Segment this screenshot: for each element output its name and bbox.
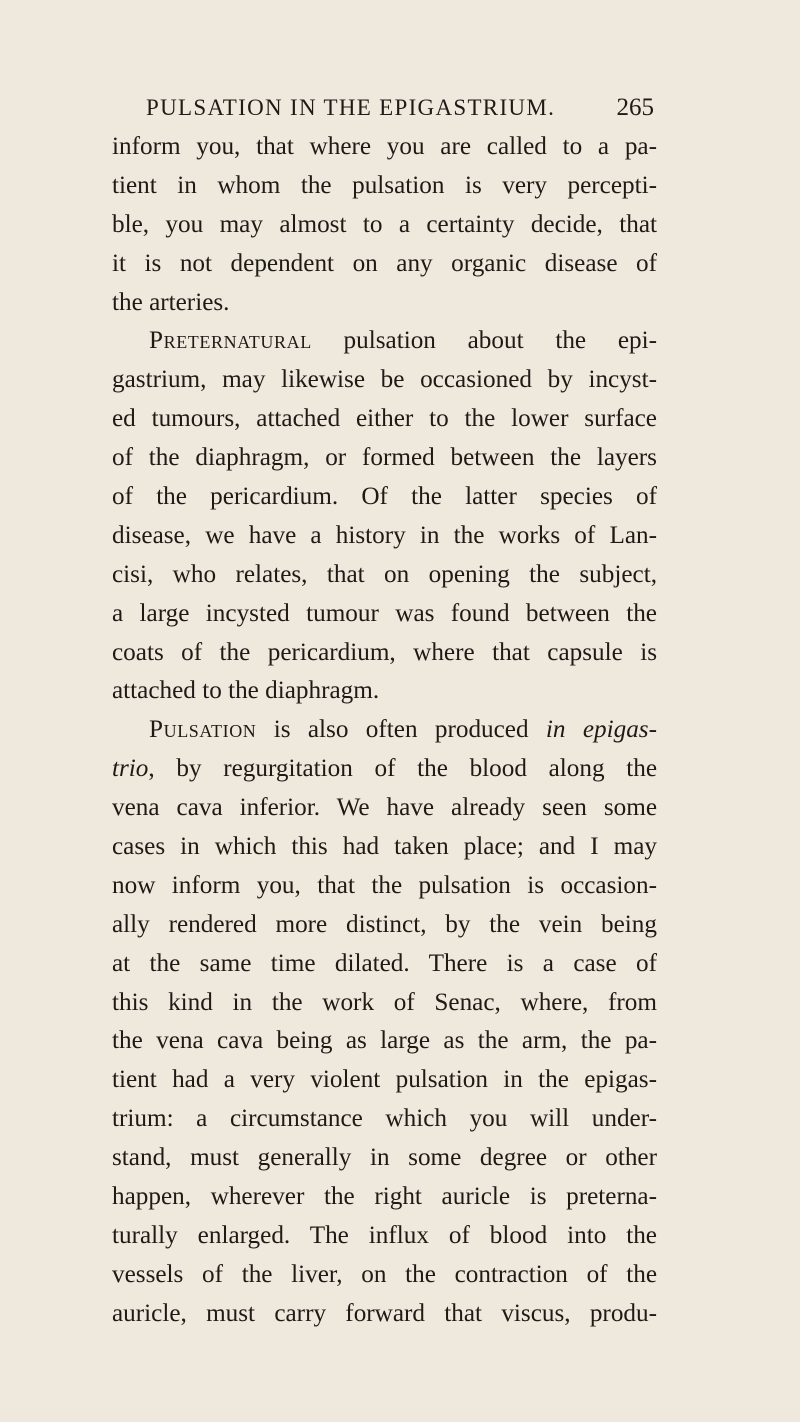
text-line: ally rendered more distinct, by the vein being [112, 910, 657, 938]
text-line: cisi, who relates, that on opening the subject, [112, 560, 657, 588]
text-line: ble, you may almost to a certainty decide, that [112, 210, 657, 238]
italic-phrase: trio [112, 755, 149, 783]
text-line: auricle, must carry forward that viscus, produ- [112, 1299, 657, 1327]
text-line: of the pericardium. Of the latter species of [112, 483, 657, 511]
italic-phrase: in epigas- [545, 716, 657, 744]
text-line: tient in whom the pulsation is very percepti- [112, 171, 657, 199]
text-line: trium: a circumstance which you will under- [112, 1105, 657, 1133]
text-line: disease, we have a history in the works of Lan- [112, 521, 657, 549]
text-line: tient had a very violent pulsation in the epigas- [112, 1066, 657, 1094]
text-line: it is not dependent on any organic disease of [112, 249, 657, 277]
text-line: the arteries. [112, 288, 230, 316]
page-number: 265 [616, 94, 654, 121]
text-line: turally enlarged. The influx of blood into the [112, 1221, 657, 1249]
text-line: vessels of the liver, on the contraction of the [112, 1260, 657, 1288]
small-caps-lead: Pulsation [149, 716, 257, 744]
text-line: of the diaphragm, or formed between the layers [112, 444, 657, 472]
body-text [112, 128, 657, 1334]
text-line: at the same time dilated. There is a case of [112, 949, 657, 977]
line-rest: , by regurgitation of the blood along the [148, 755, 657, 783]
text-line [112, 322, 657, 361]
text-line: stand, must generally in some degree or other [112, 1144, 657, 1172]
text-line: attached to the diaphragm. [112, 677, 380, 705]
text-line: gastrium, may likewise be occasioned by incyst- [112, 366, 657, 394]
text-line: vena cava inferior. We have already seen some [112, 794, 657, 822]
text-line [112, 711, 657, 750]
text-line: a large incysted tumour was found between the [112, 599, 657, 627]
page-header [146, 88, 654, 128]
text-line: happen, wherever the right auricle is preterna- [112, 1183, 657, 1211]
text-line [112, 750, 657, 789]
text-line: this kind in the work of Senac, where, from [112, 988, 657, 1016]
text-line: now inform you, that the pulsation is occasion- [112, 871, 657, 899]
running-title: PULSATION IN THE EPIGASTRIUM. [146, 95, 556, 120]
small-caps-lead: Preternatural [149, 327, 312, 355]
text-line: ed tumours, attached either to the lower surface [112, 405, 657, 433]
text-line: inform you, that where you are called to a pa- [112, 133, 657, 160]
text-line: cases in which this had taken place; and I may [112, 833, 657, 861]
text-line: coats of the pericardium, where that capsule is [112, 638, 657, 666]
line-rest: pulsation about the epi- [311, 327, 657, 355]
line-rest: is also often produced [256, 716, 546, 744]
text-line: the vena cava being as large as the arm, the pa- [112, 1027, 657, 1055]
